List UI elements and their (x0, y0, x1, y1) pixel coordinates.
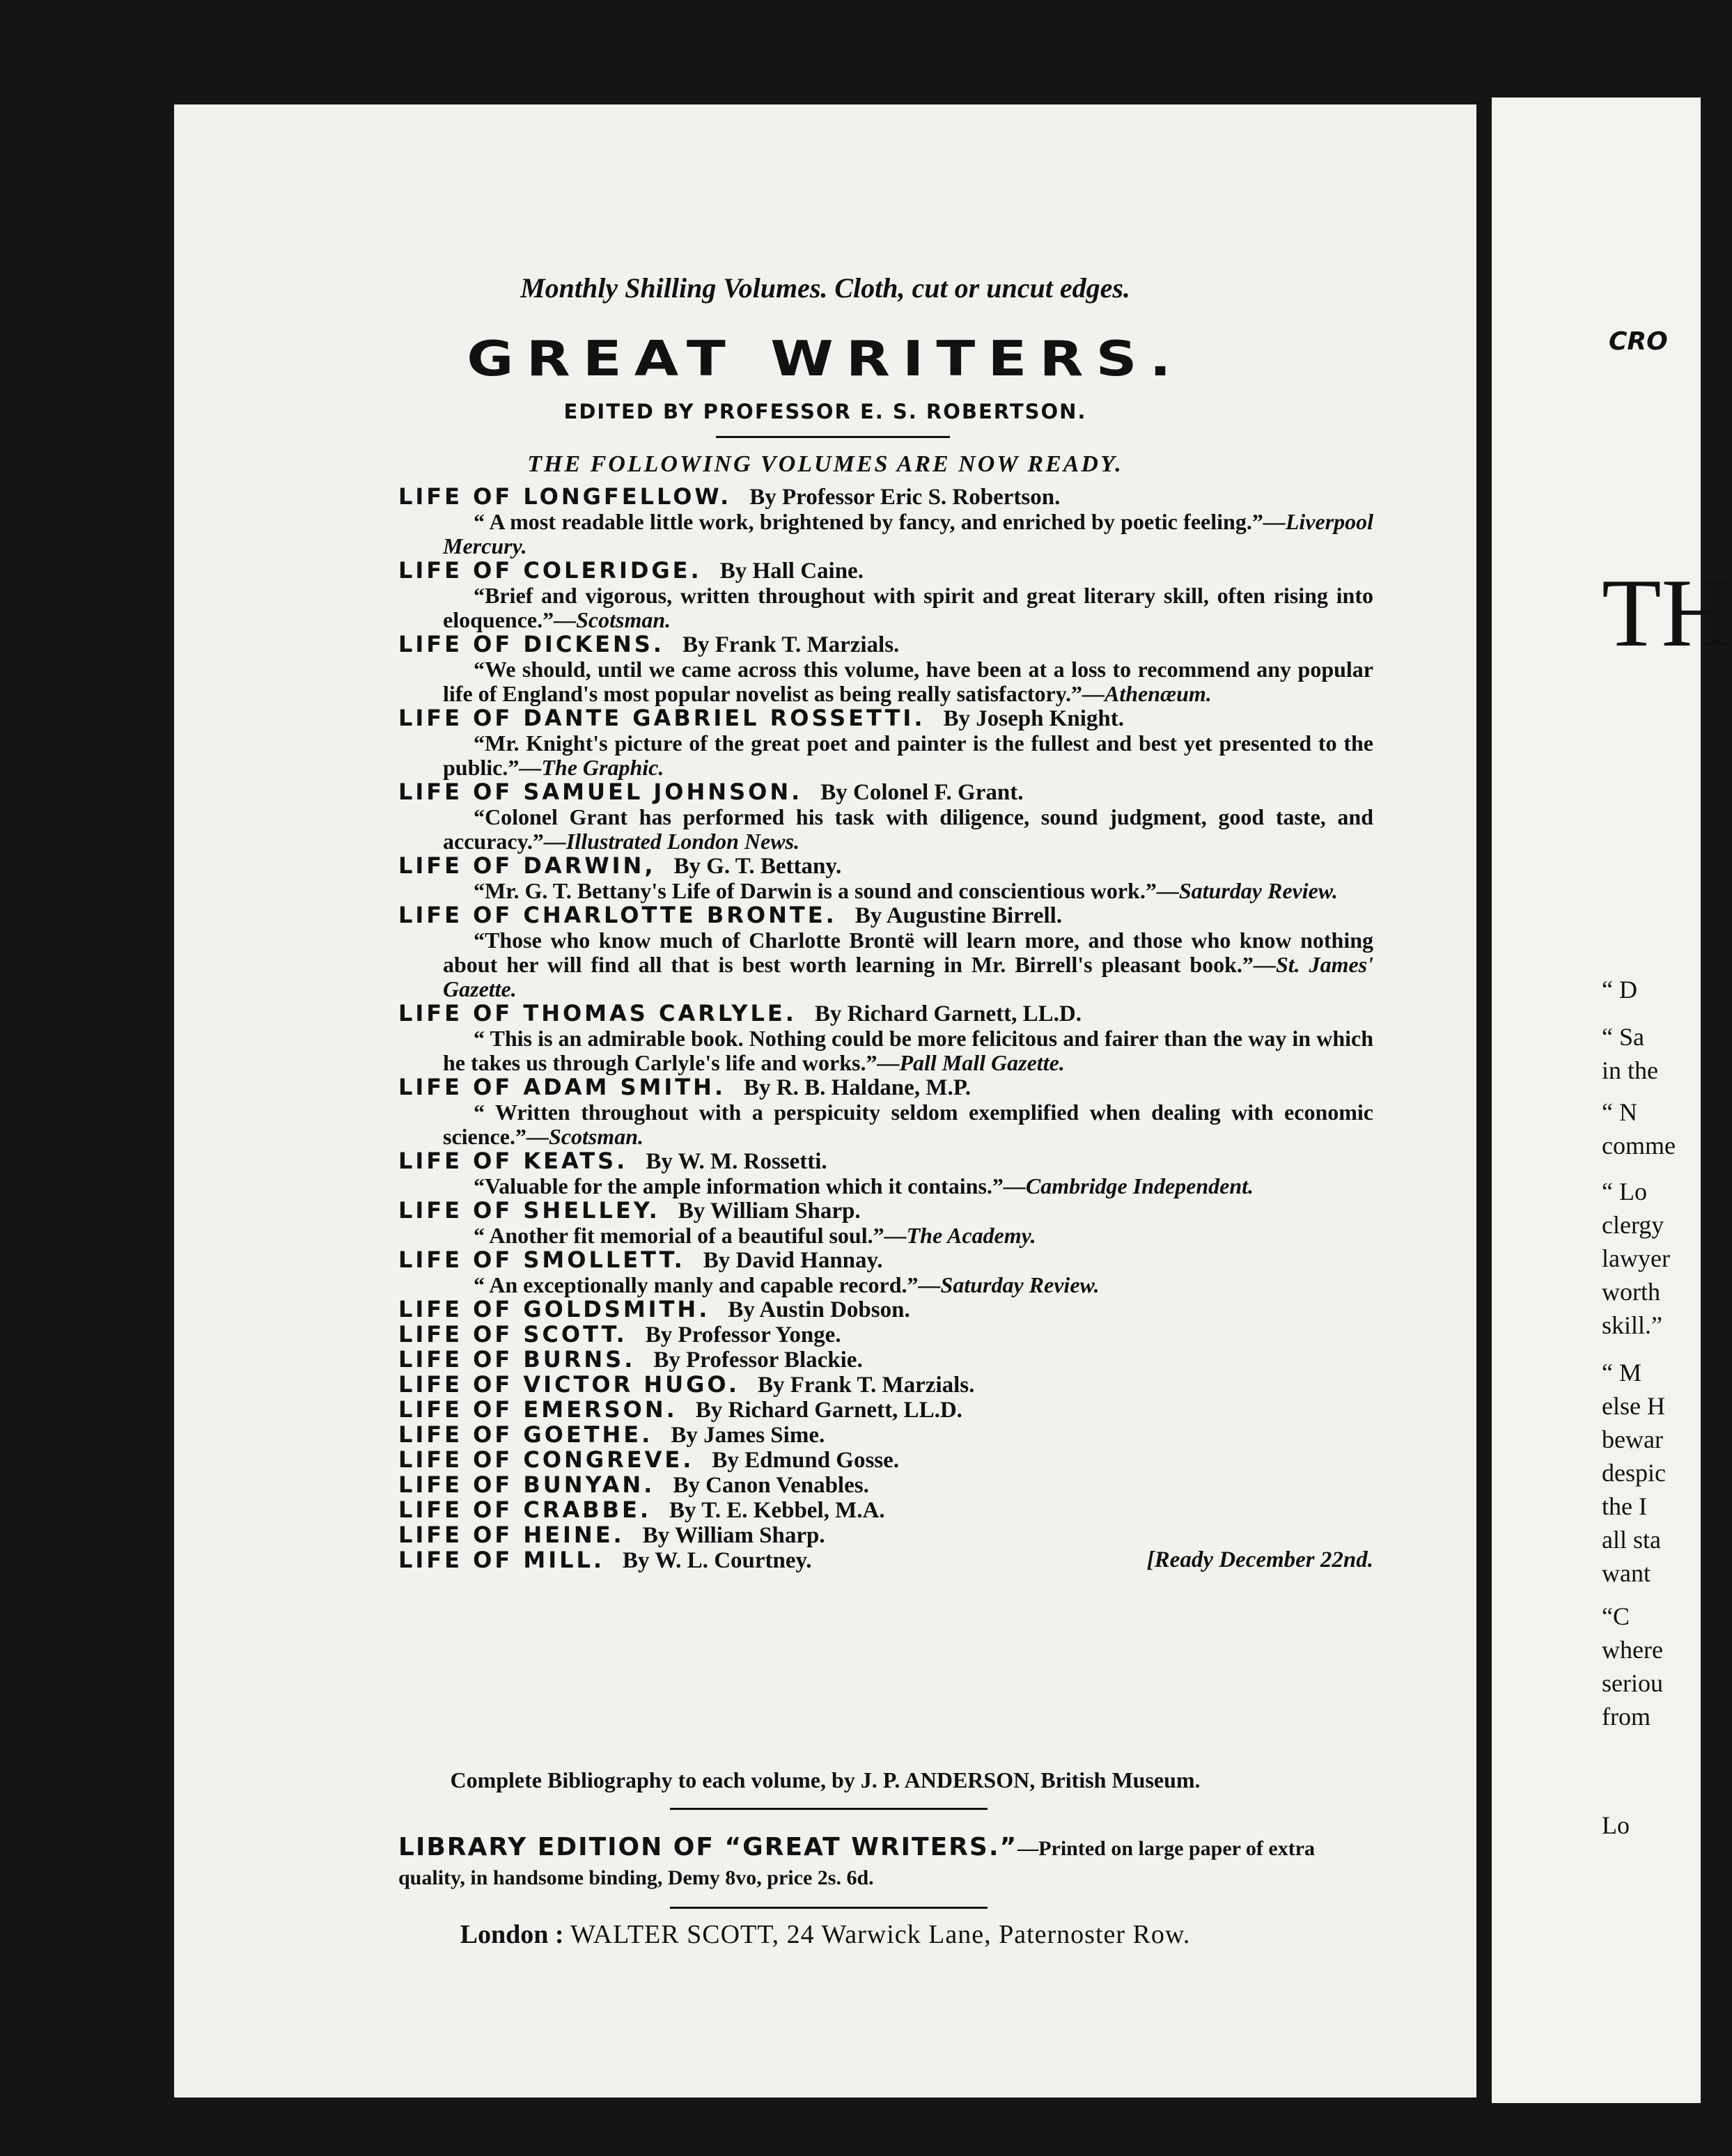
facing-page-text: where (1602, 1636, 1663, 1664)
quote-text: “Brief and vigorous, written throughout with spirit and great literary skill, often rising into eloquence.” (443, 583, 1373, 632)
quote-source: —Saturday Review. (1156, 878, 1338, 903)
book-entry (398, 1398, 1373, 1423)
book-author: By Frank T. Marzials. (682, 632, 900, 657)
book-title: LIFE OF SAMUEL JOHNSON. (398, 779, 803, 805)
book-entry (398, 1001, 1373, 1026)
book-title: LIFE OF BUNYAN. (398, 1471, 655, 1498)
facing-page-text: bewar (1602, 1425, 1663, 1453)
book-title: LIFE OF CRABBE. (398, 1497, 652, 1523)
book-entry (398, 780, 1373, 805)
review-quote (398, 1224, 1373, 1248)
facing-page-text: “ Sa (1602, 1023, 1644, 1051)
quote-source: —St. James' Gazette. (443, 952, 1374, 1001)
review-quote (398, 510, 1373, 558)
quote-text: “ Written throughout with a perspicuity seldom exemplified when dealing with economic science.” (443, 1100, 1373, 1149)
book-author: By William Sharp. (642, 1523, 825, 1548)
book-title: LIFE OF EMERSON. (398, 1396, 678, 1423)
book-title: LIFE OF DICKENS. (398, 631, 664, 657)
book-entry (398, 1322, 1373, 1348)
book-entry (398, 903, 1373, 928)
book-title: LIFE OF KEATS. (398, 1148, 628, 1174)
library-edition-note (398, 1833, 1373, 1893)
facing-page-text: “ M (1602, 1359, 1641, 1386)
bibliography-note: Complete Bibliography to each volume, by J. P. ANDERSON, British Museum. (450, 1767, 1201, 1792)
book-title: LIFE OF SCOTT. (398, 1321, 627, 1348)
review-quote (398, 584, 1373, 632)
book-list (398, 485, 1373, 1573)
book-author: By Professor Yonge. (645, 1322, 841, 1348)
book-author: By W. M. Rossetti. (646, 1149, 827, 1174)
book-author: By Professor Eric S. Robertson. (749, 485, 1061, 510)
book-author: By W. L. Courtney. (623, 1548, 812, 1573)
book-author: By Edmund Gosse. (712, 1448, 900, 1473)
review-quote (398, 1026, 1373, 1075)
quote-source: —The Academy. (884, 1223, 1036, 1248)
book-title: LIFE OF SHELLEY. (398, 1197, 660, 1224)
book-title: LIFE OF THOMAS CARLYLE. (398, 1000, 797, 1026)
quote-source: —Scotsman. (554, 607, 671, 632)
publisher-label: London : (460, 1920, 564, 1949)
publisher-name: WALTER SCOTT, 24 Warwick Lane, Paternoster Row. (570, 1920, 1191, 1949)
book-entry (398, 485, 1373, 510)
book-title: LIFE OF LONGFELLOW. (398, 483, 732, 510)
book-author: By William Sharp. (678, 1198, 861, 1224)
facing-page-text: the I (1602, 1492, 1647, 1520)
book-title: LIFE OF GOLDSMITH. (398, 1296, 710, 1322)
book-author: By David Hannay. (703, 1248, 883, 1273)
series-line: Monthly Shilling Volumes. Cloth, cut or uncut edges. (520, 272, 1130, 304)
quote-source: —The Graphic. (519, 755, 664, 780)
book-title: LIFE OF DARWIN, (398, 852, 656, 879)
facing-page-text: want (1602, 1559, 1651, 1587)
book-entry (398, 1373, 1373, 1398)
quote-source: —Pall Mall Gazette. (877, 1050, 1065, 1075)
book-entry (398, 1198, 1373, 1224)
divider (716, 436, 950, 438)
facing-page-text: lawyer (1602, 1244, 1670, 1272)
facing-page-text: CRO (1609, 327, 1668, 356)
quote-text: “ An exceptionally manly and capable record.” (474, 1272, 919, 1297)
quote-source: —Cambridge Independent. (1003, 1173, 1254, 1198)
book-entry (398, 1423, 1373, 1448)
facing-page-text: skill.” (1602, 1311, 1662, 1339)
facing-page-text: all sta (1602, 1526, 1661, 1554)
quote-source: —Saturday Review. (918, 1272, 1100, 1297)
quote-source: —Athenæum. (1082, 681, 1212, 706)
book-entry (398, 1248, 1373, 1273)
quote-text: “We should, until we came across this volume, have been at a loss to recommend any popular life of England's most popular novelist as being really satisfactory.” (443, 657, 1373, 706)
facing-page-text: clergy (1602, 1211, 1664, 1239)
quote-text: “Mr. Knight's picture of the great poet and painter is the fullest and best yet presented to the public.” (443, 731, 1373, 780)
divider (670, 1907, 988, 1909)
facing-page-text: TH (1602, 559, 1732, 667)
quote-text: “ A most readable little work, brightened by fancy, and enriched by poetic feeling.” (474, 509, 1263, 534)
quote-source: —Illustrated London News. (543, 829, 800, 854)
book-entry (398, 1297, 1373, 1322)
library-heading: LIBRARY EDITION OF “GREAT WRITERS.” (398, 1833, 1018, 1861)
book-entry (398, 1523, 1373, 1548)
book-title: LIFE OF MILL. (398, 1547, 605, 1573)
book-title: LIFE OF CHARLOTTE BRONTE. (398, 902, 837, 928)
book-title: LIFE OF DANTE GABRIEL ROSSETTI. (398, 705, 926, 731)
library-text: —Printed on large paper of extra quality, in handsome binding, Demy 8vo, price 2s. 6d. (398, 1837, 1316, 1889)
facing-page-text: seriou (1602, 1669, 1663, 1697)
book-entry (398, 854, 1373, 879)
book-entry (398, 632, 1373, 657)
quote-source: —Scotsman. (526, 1124, 643, 1149)
quote-source: —Liverpool Mercury. (443, 509, 1373, 558)
book-title: LIFE OF BURNS. (398, 1346, 636, 1373)
facing-page-text: “ N (1602, 1098, 1637, 1126)
quote-text: “Mr. G. T. Bettany's Life of Darwin is a sound and conscientious work.” (474, 878, 1157, 903)
page-title: GREAT WRITERS. (467, 331, 1184, 387)
book-author: By Colonel F. Grant. (820, 780, 1024, 805)
facing-page-text: else H (1602, 1392, 1665, 1420)
book-author: By Richard Garnett, LL.D. (695, 1398, 962, 1423)
book-entry (398, 1448, 1373, 1473)
book-entry (398, 1348, 1373, 1373)
book-entry (398, 1498, 1373, 1523)
book-title: LIFE OF CONGREVE. (398, 1446, 694, 1473)
book-entry (398, 1149, 1373, 1174)
book-title: LIFE OF VICTOR HUGO. (398, 1371, 740, 1398)
review-quote (398, 657, 1373, 706)
facing-page-text: despic (1602, 1459, 1666, 1487)
book-author: By Austin Dobson. (728, 1297, 910, 1322)
quote-text: “Colonel Grant has performed his task with diligence, sound judgment, good taste, and accuracy.” (443, 804, 1373, 854)
facing-page-text: from (1602, 1703, 1651, 1731)
book-entry (398, 1548, 1373, 1573)
review-quote (398, 879, 1373, 903)
facing-page-text: “ D (1602, 976, 1637, 1003)
review-quote (398, 1100, 1373, 1149)
review-quote (398, 1174, 1373, 1198)
facing-page-text: comme (1602, 1132, 1676, 1159)
book-title: LIFE OF HEINE. (398, 1522, 625, 1548)
divider (670, 1808, 988, 1810)
book-author: By Richard Garnett, LL.D. (814, 1001, 1082, 1026)
review-quote (398, 1273, 1373, 1297)
book-entry (398, 1075, 1373, 1100)
facing-page (1492, 97, 1732, 2103)
editor-line: EDITED BY PROFESSOR E. S. ROBERTSON. (563, 400, 1087, 423)
book-author: By T. E. Kebbel, M.A. (669, 1498, 885, 1523)
book-title: LIFE OF ADAM SMITH. (398, 1074, 726, 1100)
quote-text: “ Another fit memorial of a beautiful soul.” (474, 1223, 884, 1248)
facing-page-text: “C (1602, 1602, 1630, 1630)
book-entry (398, 558, 1373, 584)
facing-page-text: Lo (1602, 1811, 1630, 1839)
facing-page-text: worth (1602, 1278, 1660, 1306)
quote-text: “Valuable for the ample information which it contains.” (474, 1173, 1004, 1198)
book-author: By James Sime. (671, 1423, 825, 1448)
publisher-line (174, 1919, 1476, 1950)
review-quote (398, 731, 1373, 780)
book-title: LIFE OF SMOLLETT. (398, 1247, 685, 1273)
book-author: By Joseph Knight. (943, 706, 1124, 731)
book-title: LIFE OF COLERIDGE. (398, 557, 702, 584)
quote-text: “Those who know much of Charlotte Brontë will learn more, and those who know nothing about her will find all that is best worth learning in Mr. Birrell's pleasant book.” (443, 928, 1373, 977)
ready-note: [Ready December 22nd. (1146, 1547, 1373, 1572)
facing-page-text: “ Lo (1602, 1178, 1647, 1205)
book-entry (398, 1473, 1373, 1498)
book-author: By Professor Blackie. (653, 1348, 863, 1373)
facing-page-text: in the (1602, 1056, 1658, 1084)
book-page (174, 104, 1476, 2098)
book-author: By Frank T. Marzials. (758, 1373, 975, 1398)
book-entry (398, 706, 1373, 731)
book-author: By G. T. Bettany. (673, 854, 842, 879)
review-quote (398, 928, 1373, 1001)
book-author: By Augustine Birrell. (855, 903, 1063, 928)
book-title: LIFE OF GOETHE. (398, 1421, 653, 1448)
quote-text: “ This is an admirable book. Nothing could be more felicitous and fairer than the way in which he takes us through Carlyle's life and works.” (443, 1026, 1373, 1075)
review-quote (398, 805, 1373, 854)
book-author: By R. B. Haldane, M.P. (744, 1075, 972, 1100)
book-author: By Hall Caine. (719, 558, 864, 584)
ready-heading: THE FOLLOWING VOLUMES ARE NOW READY. (527, 451, 1123, 477)
book-author: By Canon Venables. (673, 1473, 869, 1498)
